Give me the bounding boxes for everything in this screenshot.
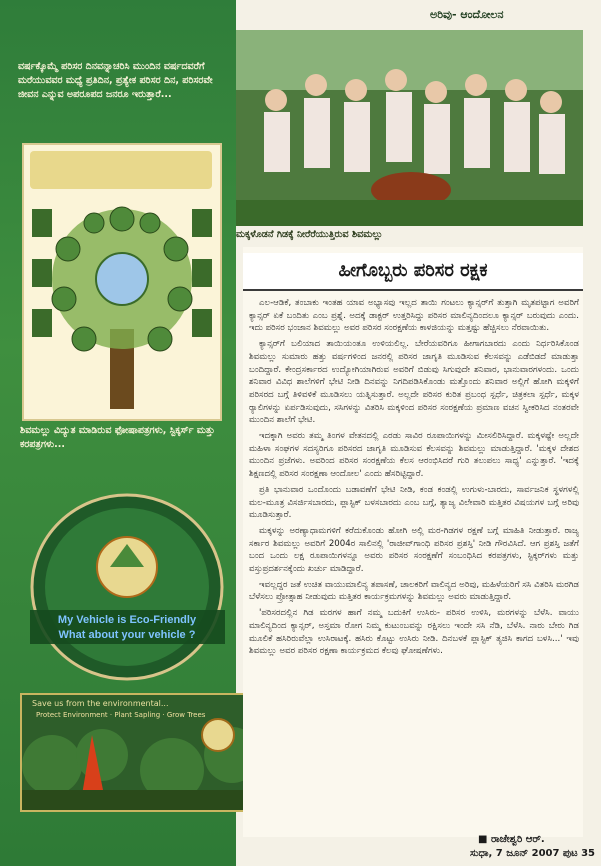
article-headline: ಹೀಗೊಬ್ಬರು ಪರಿಸರ ರಕ್ಷಕ [243, 253, 583, 291]
photo-caption: ಮಕ್ಕಳೊಡನೆ ಗಿಡಕ್ಕೆ ನೀರೆರೆಯುತ್ತಿರುವ ಶಿವಮಲ್ಲು [236, 229, 383, 240]
article-paragraph: ಕ್ಯಾನ್ಸರ್‌ಗೆ ಬಲಿಯಾದ ತಾಯಿಯಂತೂ ಉಳಿಯಲಿಲ್ಲ. ಬೇರೆಯವರಿಗೂ ಹೀಗಾಗಬಾರದು ಎಂದು ನಿರ್ಧರಿಸಿಕೊಂಡ ಶಿವಮಲ್ಲು ಸುಮಾರು ಹತ್ತು ವರ್ಷಗಳಿಂದ ಜನರಲ್ಲಿ ಪರಿಸರ ಜಾಗೃತಿ ಮೂಡಿಸುವ ಕೆಲಸವನ್ನು ಎಡೆಬಿಡದೆ ಮಾಡುತ್ತಾ ಬಂದಿದ್ದಾರೆ. ಕೇಂದ್ರಸರ್ಕಾರದ ಉದ್ಯೋಗಿಯಾಗಿರುವ ಅವರಿಗೆ ಬಿಡುವು ಸಿಗುವುದೇ ಶನಿವಾರ, ಭಾನುವಾರಗಳಂದು. ಒಂದು ಶನಿವಾರ ವಿವಿಧ ಶಾಲೆಗಳಿಗೆ ಭೇಟಿ ನೀಡಿ ದಿನವನ್ನು ನಿಗದಿಪಡಿಸಿಕೊಂಡು ಮತ್ತೊಂದು ಶನಿವಾರ ಅಲ್ಲಿಗೆ ಹೋಗಿ ಮಕ್ಕಳಿಗೆ ಪರಿಸರದ ಬಗ್ಗೆ ತಿಳಿವಳಿಕೆ ಮೂಡಿಸಲು ಯತ್ನಿಸುತ್ತಾರೆ. ಅಲ್ಲದೇ ಪರಿಸರ ಕುರಿತ ಪ್ರಬಂಧ ಸ್ಪರ್ಧೆ, ಚಿತ್ರಕಲಾ ಸ್ಪರ್ಧೆ, ಮಕ್ಕಳ ರ‍್ಯಾಲಿಗಳನ್ನು ಏರ್ಪಡಿಸುವುದು, ಸಸಿಗಳನ್ನು ವಿತರಿಸಿ ಮಕ್ಕಳಿಂದ ಪರಿಸರ ಸಂರಕ್ಷಣೆಯ ಪ್ರಮಾಣ ವಚನ ಸ್ವೀಕರಿಸಿದ ನಂತರವೇ ಮುಂದಿನ ಶಾಲೆಗೆ ಭೇಟಿ. [249, 339, 579, 426]
article-paragraph: 'ಪರಿಸರದಲ್ಲಿನ ಗಿಡ ಮರಗಳ ಹಾಗೆ ನಮ್ಮ ಬದುಕಿಗೆ ಉಸಿರು- ಪರಿಸರ ಉಳಿಸಿ, ಮರಗಳನ್ನು ಬೆಳೆಸಿ. ವಾಯು ಮಾಲಿನ್ಯದಿಂದ ಕ್ಯಾನ್ಸರ್, ಅಸ್ತಮಾ ರೋಗ ನಿಮ್ಮ ಕುಟುಂಬವನ್ನು ರಕ್ಷಿಸಲು ಇಂದೇ ಸಸಿ ನೆಡಿ, ಬೆಳೆಸಿ. ನಾರು ಬೇರು ಗಿಡ ಮೂಲಿಕೆ ಹಸಿರಿರುವೆಲ್ಲಾ ಉಸಿರಾಟಕ್ಕೆ. ಹಸಿರು ಕೊಟ್ಟು ಉಸಿರು ನೀಡಿ. ದಿನಬಳಕೆ ಪ್ಲಾಸ್ಟಿಕ್ ತ್ಯಜಿಸಿ ಕಾಗದ ಬಳಸಿ...' ಇವು ಶಿವಮಲ್ಲು ಅವರ ಪರಿಸರ ರಕ್ಷಣಾ ಕಾರ್ಯಕ್ರಮದ ಕೆಲವು ಘೋಷಣೆಗಳು. [249, 608, 579, 657]
article-paragraph: ಮಕ್ಕಳನ್ನು ಅರಣ್ಯಾಧಾಮಗಳಿಗೆ ಕರೆದುಕೊಂಡು ಹೋಗಿ ಅಲ್ಲಿ ಮರ-ಗಿಡಗಳ ರಕ್ಷಣೆ ಬಗ್ಗೆ ಮಾಹಿತಿ ನೀಡುತ್ತಾರೆ. ರಾಜ್ಯ ಸರ್ಕಾರ ಶಿವಮಲ್ಲು ಅವರಿಗೆ 2004ರ ಸಾಲಿನಲ್ಲಿ 'ರಾಜೀವ್‌ಗಾಂಧಿ ಪರಿಸರ ಪ್ರಶಸ್ತಿ' ನೀಡಿ ಗೌರವಿಸಿದೆ. ಆಗ ಪ್ರಶಸ್ತಿ ಜತೆಗೆ ಬಂದ ಒಂದು ಲಕ್ಷ ರೂಪಾಯಿಗಳನ್ನೂ ಅವರು ಪರಿಸರ ಸಂರಕ್ಷಣೆಗೆ ಸಂಬಂಧಿಸಿದ ಕರಪತ್ರಗಳು, ಸ್ಟಿಕ್ಕರ್‌ಗಳು ಮತ್ತು ವಸ್ತುಪ್ರದರ್ಶನಕ್ಕೆಂದು ಖರ್ಚು ಮಾಡಿದ್ದಾರೆ. [249, 525, 579, 575]
article-author: ■ ರಾಜೇಶ್ವರಿ ಆರ್. [478, 834, 588, 845]
section-tag: ಅರಿವು- ಆಂದೋಲನ [430, 8, 504, 21]
badge-line-1: My Vehicle is Eco-Friendly [57, 614, 197, 626]
banner-title: Save us from the environmental... [32, 699, 169, 708]
poster-banner [30, 151, 212, 189]
article-paragraph: ಇದಕ್ಕಾಗಿ ಅವರು ತಮ್ಮ ತಿಂಗಳ ವೇತನದಲ್ಲಿ ಎರಡು ಸಾವಿರ ರೂಪಾಯಿಗಳನ್ನು ಮೀಸಲಿರಿಸಿದ್ದಾರೆ. ಮಕ್ಕಳಷ್ಟೇ ಅಲ್ಲದೇ ಮಹಿಳಾ ಸಂಘಗಳ ಸದಸ್ಯರಿಗೂ ಪರಿಸರದ ಜಾಗೃತಿ ಮೂಡಿಸುವ ಕೆಲಸವನ್ನು ಶಿವಮಲ್ಲು ಮಾಡುತ್ತಿದ್ದಾರೆ. 'ಮಕ್ಕಳ ದೇಶದ ಮುಂದಿನ ಪ್ರಜೆಗಳು. ಅವರಿಂದ ಪರಿಸರ ಸಂರಕ್ಷಣೆಯ ಕೆಲಸ ಆರಂಭಿಸಿದರೆ ಗುರಿ ತಲುಪಲು ಸಾಧ್ಯ' ಎನ್ನುತ್ತಾರೆ. 'ಇದಕ್ಕೆ ಶಿಕ್ಷಣದಲ್ಲಿ ಪರಿಸರ ಸಂರಕ್ಷಣಾ ಆಂದೋಲ' ಎಂದು ಹೆಸರಿಟ್ಟಿದ್ದಾರೆ. [249, 431, 579, 480]
children-planting-photo [236, 30, 583, 226]
forest-banner-image [20, 693, 276, 812]
poster-image [22, 143, 222, 421]
banner-subtitle: Protect Environment · Plant Sapling · Grow Trees [36, 711, 206, 719]
article-body [249, 297, 579, 661]
poster-caption: ಶಿವಮಲ್ಲು ವಿದ್ಯುತ ಮಾಡಿರುವ ಫೋಷಾಪತ್ರಗಳು, ಸ್ಟಿಕ್ಕರ್ಸ್ ಮತ್ತು ಕರಪತ್ರಗಳು... [20, 425, 215, 450]
article [243, 247, 583, 837]
article-paragraph: ಇವಲ್ಲದ್ದರ ಜತೆ ಉಚಿತ ವಾಯುಮಾಲಿನ್ಯ ತಪಾಸಣೆ, ಚಾಲಕರಿಗೆ ವಾಲಿನ್ಯದ ಅರಿವು, ಮಹಿಳೆಯರಿಗೆ ಸಸಿ ವಿತರಿಸಿ ಮರಗಿಡ ಬೆಳೆಸಲು ಪ್ರೋತ್ಸಾಹ ನೀಡುವುದು ಮತ್ತಿತರ ಕಾರ್ಯಕ್ರಮಗಳನ್ನು ಶಿವಮಲ್ಲು ಅವರು ಮಾಡುತ್ತಿದ್ದಾರೆ. [249, 579, 579, 603]
article-paragraph: ಎಲ-ಆಡಿಕೆ, ತಂಬಾಕು ಇಂತಹ ಯಾವ ಅಭ್ಯಾಸವು ಇಲ್ಲದ ತಾಯಿ ಗಂಟಲು ಕ್ಯಾನ್ಸರ್‌ಗೆ ತುತ್ತಾಗಿ ಮೃತಪಟ್ಟಾಗ ಅವರಿಗೆ ಕ್ಯಾನ್ಸರ್ ಏಕೆ ಬಂದಿತು ಎಂಬ ಪ್ರಶ್ನೆ. ಅದಕ್ಕೆ ಡಾಕ್ಟರ್ ಉತ್ತರಿಸಿದ್ದು ಪರಿಸರ ಮಾಲಿನ್ಯದಿಂದಲೂ ಕ್ಯಾನ್ಸರ್ ಬರುವುದು ಎಂದು. ಇದು ಪರಿಸರ ಭಂಜಾನ ಶಿವಮಲ್ಲು ಅವರ ಪರಿಸರ ಸಂರಕ್ಷಣೆಯ ಕಾಳಜಿಯನ್ನು ಮತ್ತಷ್ಟು ಹೆಚ್ಚಿಸಲು ನೆರವಾಯಿತು. [249, 298, 579, 334]
top-caption: ವರ್ಷಕ್ಕೊಮ್ಮೆ ಪರಿಸರ ದಿನವನ್ನಾಚರಿಸಿ ಮುಂದಿನ ವರ್ಷದವರೆಗೆ ಮರೆಯುವವರ ಮಧ್ಯೆ ಪ್ರತಿದಿನ, ಪ್ರತ್ಯೇಕ ಪರಿಸರ ದಿನ, ಪರಿಸರವೇ ಜೀವನ ಎನ್ನುವ ಅಪರೂಪದ ಜನರೂ ಇರುತ್ತಾರೆ... [18, 61, 213, 100]
article-paragraph: ಪ್ರತಿ ಭಾನುವಾರ ಒಂದೊಂದು ಬಡಾವಣೆಗೆ ಭೇಟಿ ನೀಡಿ, ಕಂಡ ಕಂಡಲ್ಲಿ ಉಗುಳು-ಬಾರದು, ಸಾರ್ವಜನಿಕ ಸ್ಥಳಗಳಲ್ಲಿ ಮಲ-ಮೂತ್ರ ವಿಸರ್ಜಿಸಬಾರದು, ಪ್ಲಾಸ್ಟಿಕ್ ಬಳಸಬಾರದು ಎಂಬ ಬಗ್ಗೆ, ತ್ಯಾಜ್ಯ ವಿಲೇವಾರಿ ಮತ್ತಿತರ ವಿಷಯಗಳ ಬಗ್ಗೆ ಅರಿವು ಮೂಡಿಸುತ್ತಾರೆ. [249, 484, 579, 521]
poster-tree-illustration [24, 189, 220, 417]
eco-friendly-badge [30, 492, 225, 682]
page-footer: ಸುಧಾ, 7 ಜೂನ್ 2007 ಪುಟ 35 [470, 848, 595, 859]
badge-line-2: What about your vehicle ? [58, 629, 196, 641]
